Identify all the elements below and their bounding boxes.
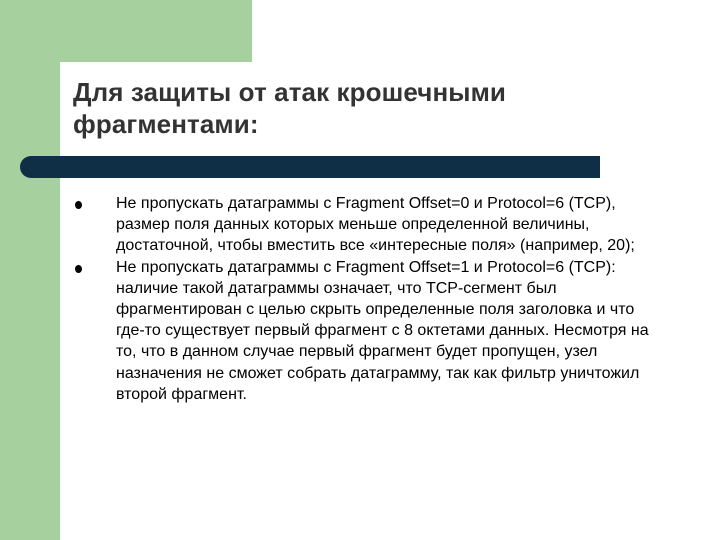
decorative-green-sidebar (0, 0, 60, 540)
bullet-item-2 (70, 257, 660, 405)
bullet-text-1: Не пропускать датаграммы с Fragment Offset=0 и Protocol=6 (TCP), размер поля данных которых меньше определенной величины, достаточной, чтобы вместить все «интересные поля» (например, 20); (116, 195, 635, 255)
title-underline-bar (20, 156, 600, 178)
slide-title: Для защиты от атак крошечными фрагментами: (73, 77, 507, 139)
bullet-item-1 (70, 193, 660, 257)
bullet-dot-icon (75, 265, 82, 273)
bullet-list (70, 193, 660, 405)
bullet-text-2: Не пропускать датаграммы с Fragment Offset=1 и Protocol=6 (TCP): наличие такой датаграммы означает, что TCP-сегмент был фрагментирован с целью скрыть определенные поля заголовка и что где-то существует первый фрагмент с 8 октетами данных. Несмотря на то, что в данном случае первый фрагмент будет пропущен, узел назначения не сможет собрать датаграмму, так как фильтр уничтожил второй фрагмент. (116, 258, 649, 403)
bullet-dot-icon (75, 201, 82, 209)
